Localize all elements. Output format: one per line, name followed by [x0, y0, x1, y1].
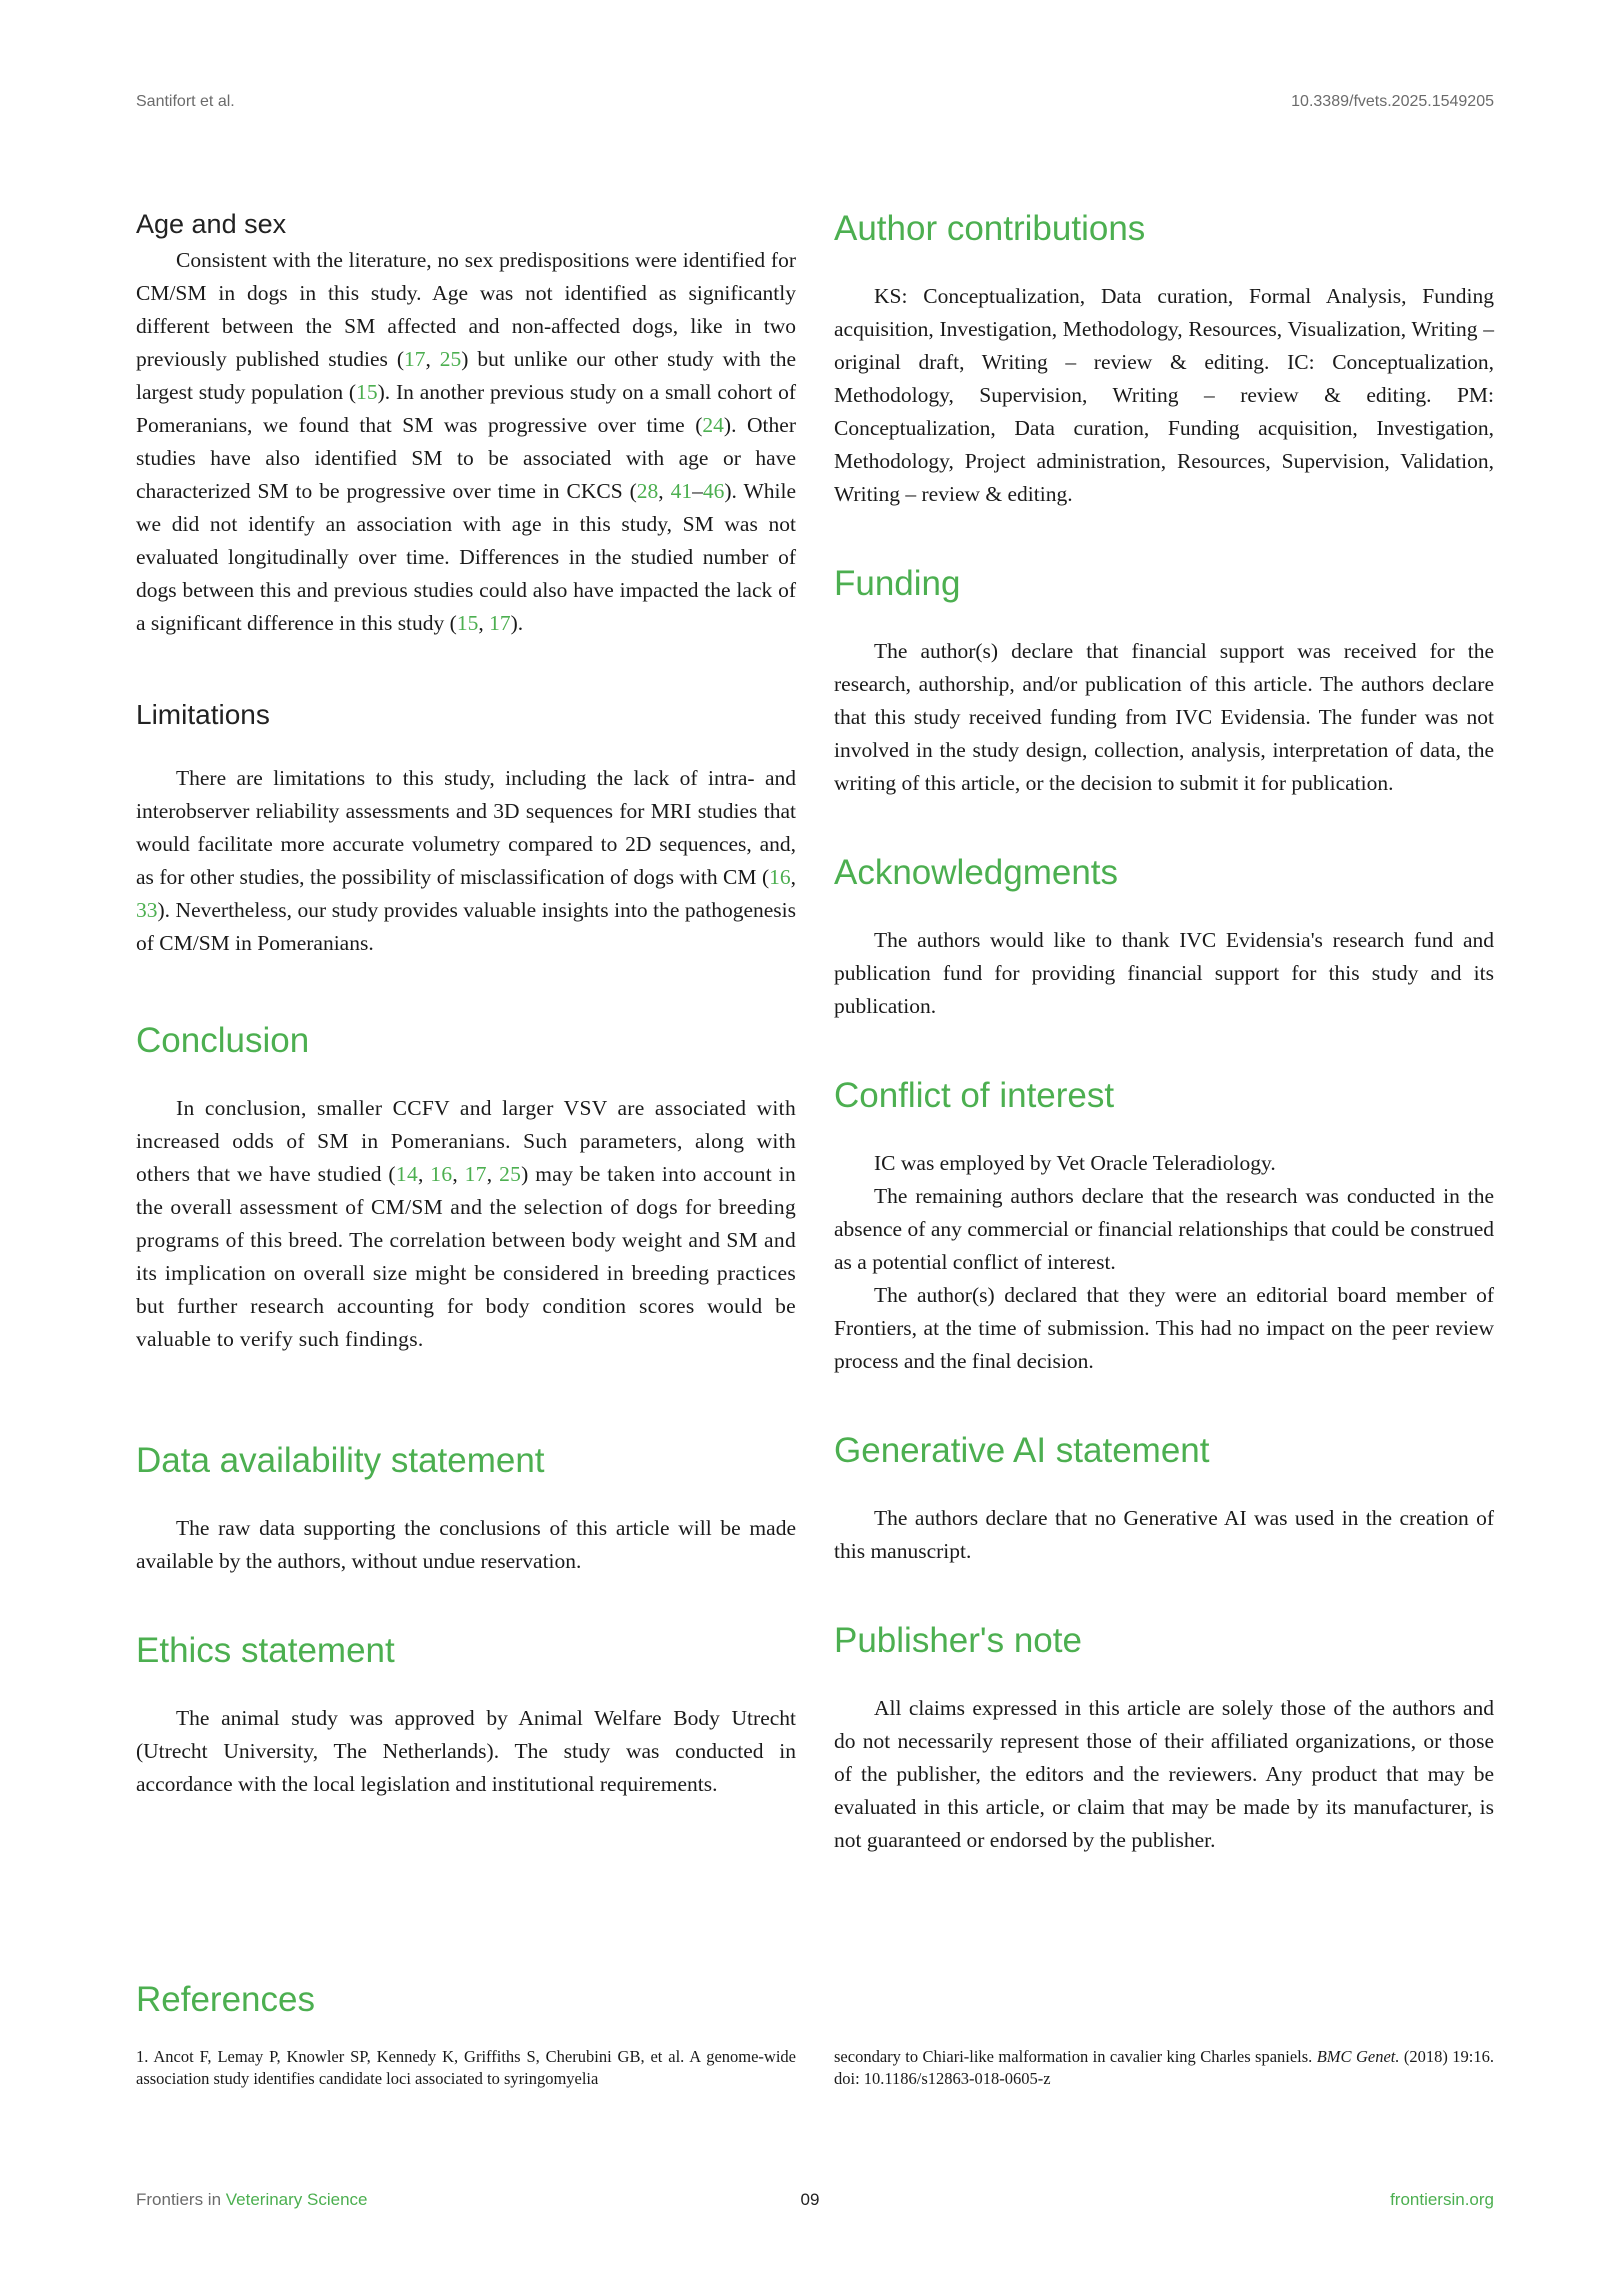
citation-link[interactable]: 14 — [395, 1161, 418, 1186]
running-head-doi: 10.3389/fvets.2025.1549205 — [1291, 93, 1494, 110]
citation-link[interactable]: 28 — [636, 479, 659, 504]
acknowledgments-paragraph: The authors would like to thank IVC Evidensia's research fund and publication fund for providing financial support for this study and its publication. — [834, 928, 1494, 1018]
limitations-paragraph: There are limitations to this study, including the lack of intra- and interobserver reliability assessments and 3D sequences for MRI studies that would facilitate more accurate volumetry compared to 2D sequences, and, as for other studies, the possibility of misclassification of dogs with CM (16, 33). Nevertheless, our study provides valuable insights into the pathogenesis of CM/SM in Pomeranians. — [136, 765, 796, 955]
citation-link[interactable]: 41 — [670, 479, 693, 504]
age-sex-heading: Age and sex — [136, 209, 287, 239]
funding-paragraph: The author(s) declare that financial support was received for the research, authorship, and/or publication of this article. The authors declare that this study received funding from IVC Evidensia. The funder was not involved in the study design, collection, analysis, interpretation of data, the writing of this article, or the decision to submit it for publication. — [834, 639, 1494, 795]
references-heading: References — [136, 1980, 315, 2019]
data-availability-heading: Data availability statement — [136, 1440, 545, 1480]
conflict-paragraph-2: The remaining authors declare that the research was conducted in the absence of any commercial or financial relationships that could be construed as a potential conflict of interest. — [834, 1184, 1494, 1274]
citation-link[interactable]: 15 — [356, 380, 378, 405]
citation-link[interactable]: 17 — [464, 1161, 487, 1186]
generative-ai-paragraph: The authors declare that no Generative AI was used in the creation of this manuscript. — [834, 1506, 1494, 1563]
age-sex-paragraph: Consistent with the literature, no sex predispositions were identified for CM/SM in dogs in this study. Age was not identified as significantly different between the SM affected and non-affected dogs, like in two previously published studies (17, 25) but unlike our other study with the largest study population (15). In another previous study on a small cohort of Pomeranians, we found that SM was progressive over time (24). Other studies have also identified SM to be associated with age or have characterized SM to be progressive over time in CKCS (28, 41–46). While we did not identify an association with age in this study, SM was not evaluated longitudinally over time. Differences in the studied number of dogs between this and previous studies could also have impacted the lack of a significant difference in this study (15, 17). — [136, 248, 797, 636]
limitations-heading: Limitations — [136, 699, 270, 731]
right-column — [834, 208, 1494, 1857]
site-link[interactable]: frontiersin.org — [1390, 2190, 1494, 2209]
funding-heading: Funding — [834, 564, 961, 603]
conclusion-paragraph: In conclusion, smaller CCFV and larger VSV are associated with increased odds of SM in Pomeranians. Such parameters, along with others that we have studied (14, 16, 17, 25) may be taken into account in the overall assessment of CM/SM and the selection of dogs for breeding programs of this breed. The correlation between body weight and SM and its implication on overall size might be considered in breeding practices but further research accounting for body condition scores would be valuable to verify such findings. — [136, 1095, 796, 1351]
citation-link[interactable]: 16 — [769, 864, 791, 889]
publishers-note-heading: Publisher's note — [834, 1621, 1082, 1660]
author-contributions-heading: Author contributions — [834, 209, 1146, 248]
conflict-paragraph-1: IC was employed by Vet Oracle Teleradiology. — [874, 1151, 1276, 1175]
conflict-heading: Conflict of interest — [834, 1076, 1115, 1115]
citation-link[interactable]: 15 — [456, 611, 479, 636]
citation-link[interactable]: 46 — [702, 479, 725, 504]
conflict-paragraph-3: The author(s) declared that they were an editorial board member of Frontiers, at the time of submission. This had no impact on the peer review process and the final decision. — [834, 1283, 1494, 1373]
page-number: 09 — [800, 2190, 820, 2209]
citation-link[interactable]: 24 — [702, 413, 724, 438]
running-head-authors: Santifort et al. — [136, 93, 235, 110]
footer-journal: Frontiers in Veterinary Science — [136, 2190, 368, 2209]
acknowledgments-heading: Acknowledgments — [834, 853, 1119, 892]
citation-link[interactable]: 33 — [136, 897, 158, 922]
ethics-heading: Ethics statement — [136, 1630, 395, 1670]
citation-link[interactable]: 17 — [489, 611, 511, 636]
ethics-paragraph: The animal study was approved by Animal Welfare Body Utrecht (Utrecht University, The Netherlands). The study was conducted in accordance with the local legislation and institutional requirements. — [136, 1705, 796, 1796]
generative-ai-heading: Generative AI statement — [834, 1431, 1210, 1470]
reference-1-left: 1. Ancot F, Lemay P, Knowler SP, Kennedy K, Griffiths S, Cherubini GB, et al. A genome-wide association study identifies candidate loci associated to syringomyelia — [136, 2047, 796, 2088]
citation-link[interactable]: 16 — [430, 1161, 453, 1186]
citation-link[interactable]: 25 — [499, 1161, 522, 1186]
journal-link[interactable]: Veterinary Science — [225, 2190, 368, 2209]
citation-link[interactable]: 25 — [439, 347, 462, 372]
author-contributions-paragraph: KS: Conceptualization, Data curation, Formal Analysis, Funding acquisition, Investigation, Methodology, Resources, Visualization, Writing – original draft, Writing – review & editing. IC: Conceptualization, Methodology, Supervision, Writing – review & editing. PM: Conceptualization, Data curation, Funding acquisition, Investigation, Methodology, Project administration, Resources, Supervision, Validation, Writing – review & editing. — [834, 284, 1494, 506]
publishers-note-paragraph: All claims expressed in this article are solely those of the authors and do not necessarily represent those of their affiliated organizations, or those of the publisher, the editors and the reviewers. Any product that may be evaluated in this article, or claim that may be made by its manufacturer, is not guaranteed or endorsed by the publisher. — [834, 1696, 1494, 1852]
citation-link[interactable]: 17 — [404, 347, 426, 372]
reference-1-right: secondary to Chiari-like malformation in cavalier king Charles spaniels. BMC Genet. (2018) 19:16. doi: 10.1186/s12863-018-0605-z — [834, 2047, 1494, 2088]
data-availability-paragraph: The raw data supporting the conclusions of this article will be made available by the authors, without undue reservation. — [136, 1515, 796, 1573]
conclusion-heading: Conclusion — [136, 1020, 310, 1060]
left-column — [136, 208, 796, 1801]
